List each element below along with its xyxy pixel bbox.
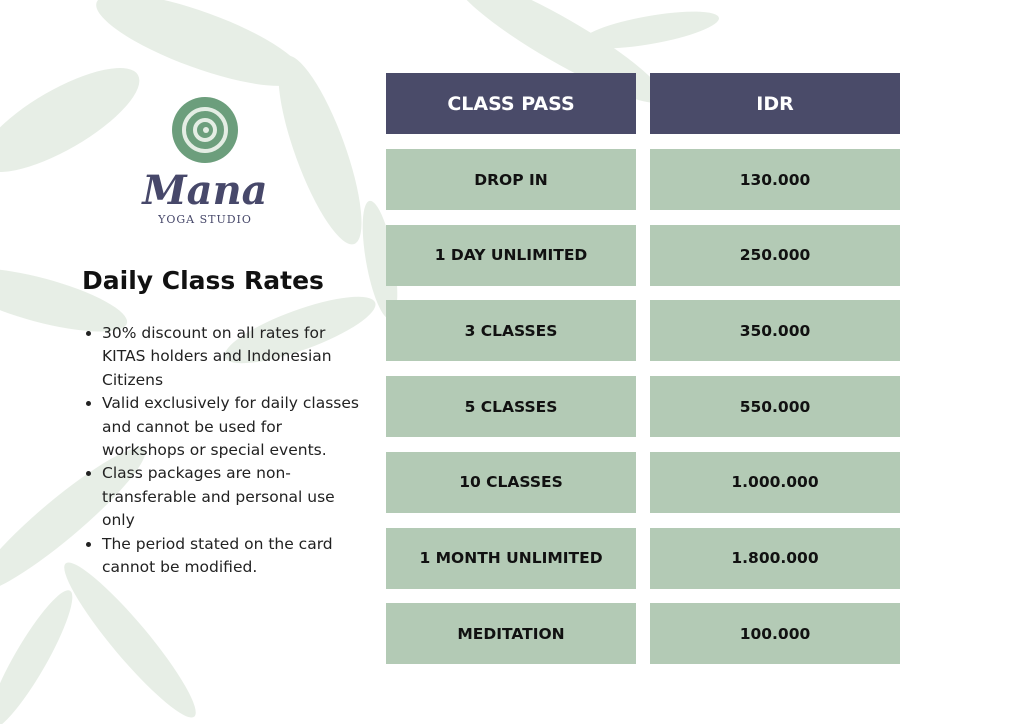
note-item: • 30% discount on all rates for KITAS holders and Indonesian Citizens: [102, 322, 364, 392]
note-item: • Valid exclusively for daily classes and cannot be used for workshops or special events.: [102, 392, 364, 462]
price-cell: 1.800.000: [650, 528, 900, 589]
brand-name: Mana: [142, 167, 268, 214]
brand-subtitle: YOGA STUDIO: [158, 213, 252, 226]
note-item: • Class packages are non-transferable and personal use only: [102, 462, 364, 532]
studio-logo: [140, 95, 270, 226]
header-idr: IDR: [650, 73, 900, 134]
notes-list: [84, 322, 364, 579]
class-pass-cell: MEDITATION: [386, 603, 636, 664]
price-cell: 550.000: [650, 376, 900, 437]
price-cell: 100.000: [650, 603, 900, 664]
spiral-logo-icon: [170, 95, 240, 165]
page-title: Daily Class Rates: [82, 266, 324, 295]
note-item: • The period stated on the card cannot be modified.: [102, 533, 364, 580]
class-pass-cell: 3 CLASSES: [386, 300, 636, 361]
price-cell: 250.000: [650, 225, 900, 286]
class-pass-cell: 10 CLASSES: [386, 452, 636, 513]
price-cell: 350.000: [650, 300, 900, 361]
header-class-pass: CLASS PASS: [386, 73, 636, 134]
price-cell: 1.000.000: [650, 452, 900, 513]
class-pass-cell: 5 CLASSES: [386, 376, 636, 437]
class-pass-cell: 1 DAY UNLIMITED: [386, 225, 636, 286]
price-cell: 130.000: [650, 149, 900, 210]
class-pass-cell: DROP IN: [386, 149, 636, 210]
class-pass-cell: 1 MONTH UNLIMITED: [386, 528, 636, 589]
